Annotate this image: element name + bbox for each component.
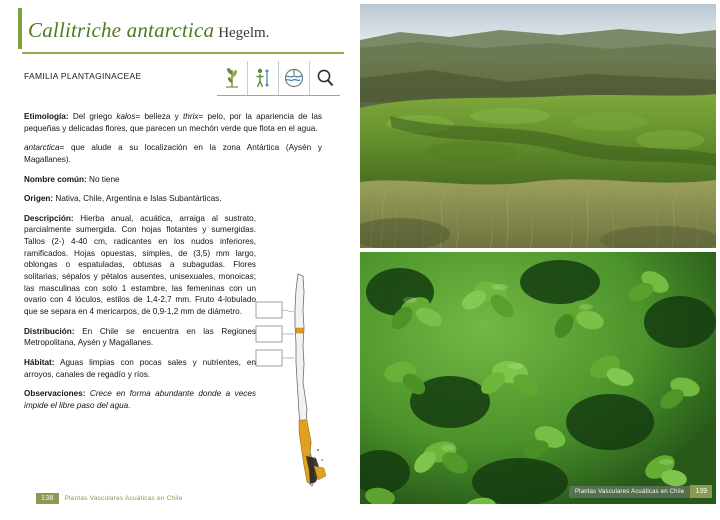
- text-descripcion: Hierba anual, acuática, arraiga al sustrato, parcialmente sumergida. Con hojas flotantes y sumergidas. Tallos (2-) 4-40 cm, radicantes en los nudos inferiores, ramificados. Hojas opuestas, simples, de (3,5) mm largo, oblongas o espatuladas, obtusas a subagudas. Flores solitarias, sépalos y pétalos ausentes, unisexuales, monoicas; las masculinas con solo 1 estambre, las femeninas con un ovario con 4 lóculos, estilos de 1,4-2,7 mm. Fruto 4-lobulado que se separa en 4 mericarpos, de 0,9-1,2 mm de diámetro.: [24, 213, 256, 316]
- text-etimologia: Del griego kalos= belleza y thrix= pelo, por la apariencia de las pequeñas y delicadas flores, que parecen un mechón verde que flota en el agua.: [24, 112, 323, 133]
- text-distribucion: En Chile se encuentra en las Regiones Metropolitana, Aysén y Magallanes.: [24, 326, 256, 348]
- right-page: [356, 0, 720, 520]
- epithet-name: antarctica: [24, 143, 60, 153]
- label-etimologia: Etimología:: [24, 112, 69, 121]
- paragraph-descripcion: [24, 213, 256, 318]
- paragraph-distribucion: [24, 326, 256, 349]
- species-scientific-name: Callitriche antarctica: [28, 18, 215, 42]
- label-observaciones: Observaciones:: [24, 389, 86, 399]
- label-origen: Origen:: [24, 194, 54, 204]
- species-title-block: [18, 8, 340, 49]
- family-row: [18, 61, 340, 101]
- paragraph-observaciones: [24, 388, 256, 411]
- right-page-footer: [569, 485, 712, 498]
- person-scale-icon[interactable]: [247, 61, 278, 95]
- left-page-footer: [36, 493, 182, 504]
- family-name: FAMILIA PLANTAGINACEAE: [24, 71, 142, 81]
- text-epithet: = que alude a su localización en la zona Antártica (Aysén y Magallanes).: [24, 143, 322, 164]
- paragraph-origen: [24, 193, 322, 205]
- attribute-icon-strip: [217, 61, 340, 96]
- label-habitat: Hábitat:: [24, 357, 55, 367]
- magnifier-icon[interactable]: [309, 61, 340, 95]
- right-page-number: 139: [690, 485, 712, 498]
- photo-habitat-landscape: [360, 4, 716, 248]
- label-descripcion: Descripción:: [24, 213, 74, 223]
- label-nombre-comun: Nombre común:: [24, 174, 87, 184]
- paragraph-nombre-comun: [24, 174, 322, 186]
- paragraph-habitat: [24, 357, 256, 380]
- label-distribucion: Distribución:: [24, 326, 75, 336]
- plant-habit-icon[interactable]: [217, 61, 247, 95]
- text-nombre-comun: No tiene: [86, 174, 120, 184]
- water-depth-icon[interactable]: [278, 61, 309, 95]
- title-divider: [22, 52, 344, 54]
- paragraph-epithet: [24, 142, 322, 165]
- text-habitat: Aguas limpias con pocas sales y nutrientes, en arroyos, canales de regadío y ríos.: [24, 357, 256, 379]
- text-origen: Nativa, Chile, Argentina e Islas Subantárticas.: [53, 194, 222, 204]
- text-observaciones: Crece en forma abundante donde a veces impide el libre paso del agua.: [24, 389, 256, 410]
- right-footer-text: Plantas Vasculares Acuáticas en Chile: [569, 486, 690, 498]
- paragraph-etimologia: [24, 111, 322, 134]
- chile-distribution-map: [254, 270, 350, 492]
- left-page: [0, 0, 356, 520]
- left-footer-text: Plantas Vasculares Acuáticas en Chile: [64, 495, 183, 502]
- photo-leaf-closeup: [360, 252, 716, 504]
- left-page-number: 138: [36, 493, 59, 504]
- species-author: Hegelm.: [218, 25, 270, 41]
